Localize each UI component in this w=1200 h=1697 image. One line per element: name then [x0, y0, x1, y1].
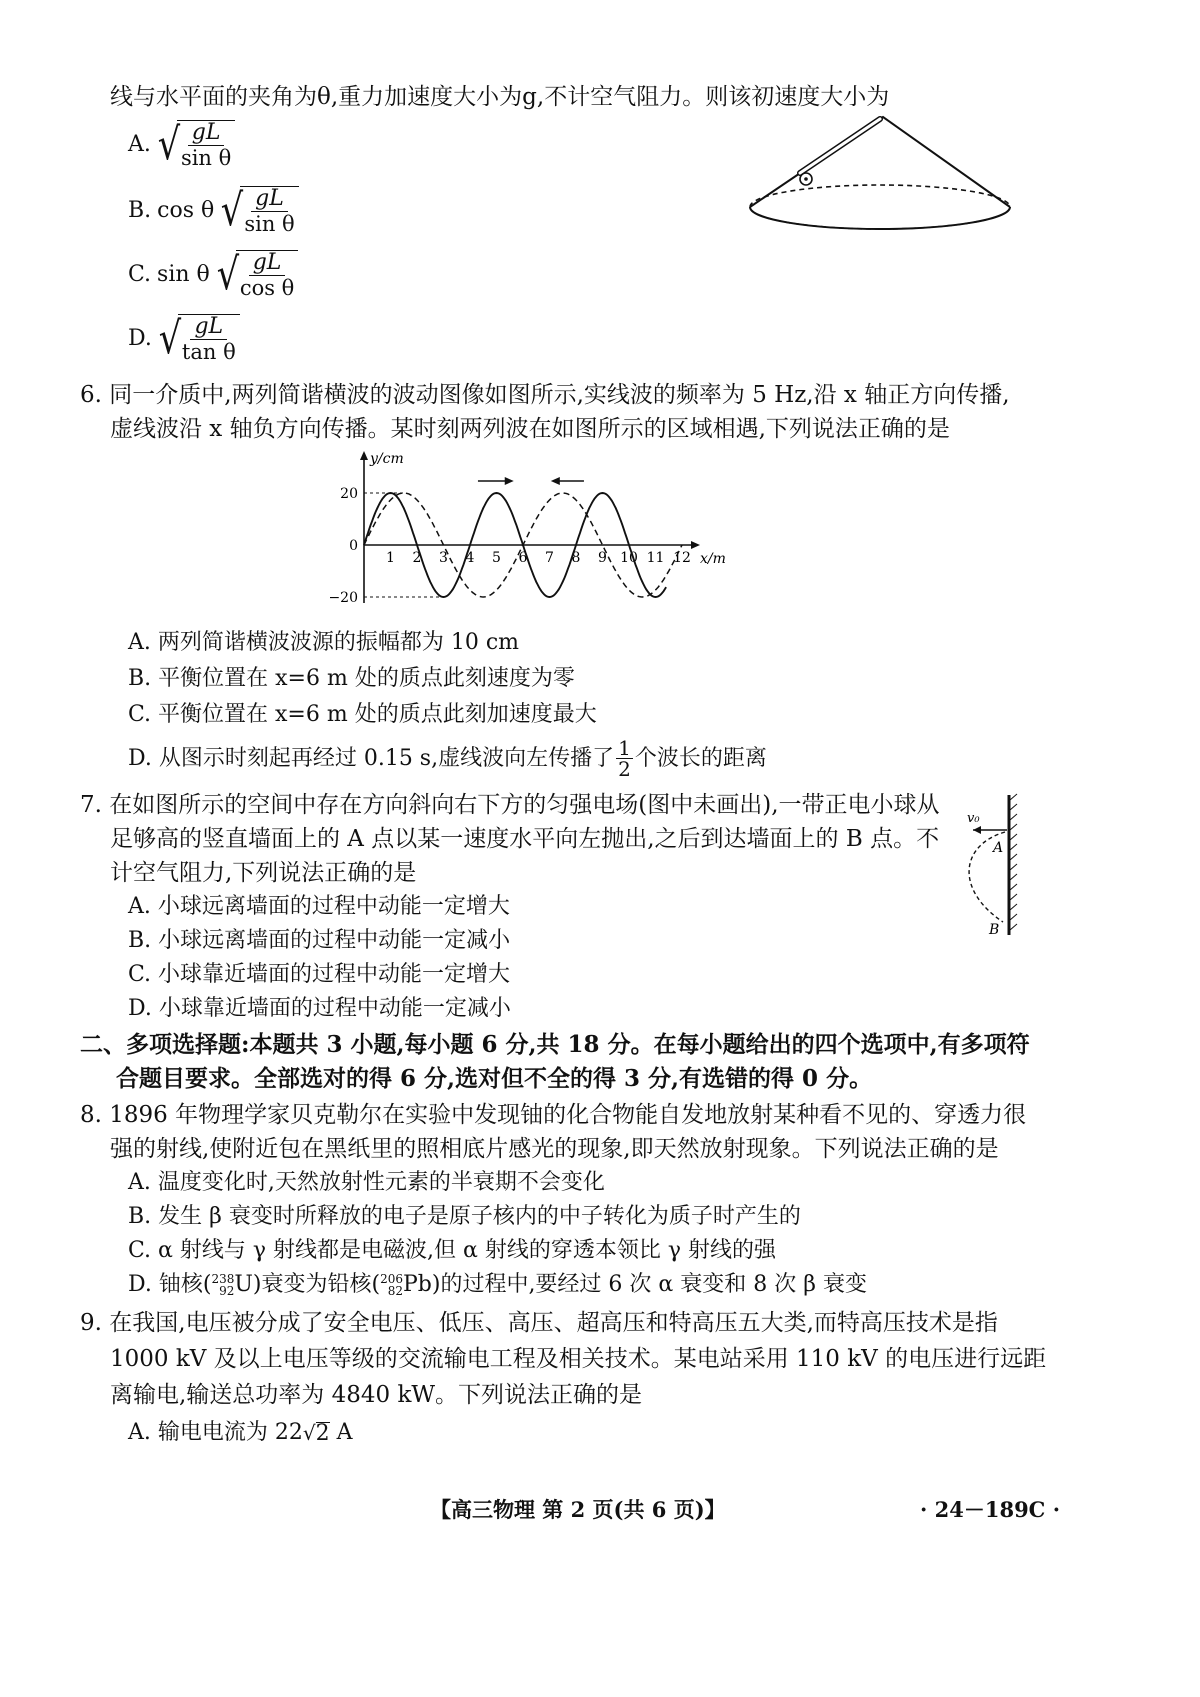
radicand: 2	[315, 1420, 330, 1446]
sqrt-sign: √ $\frac{gL}{\text{sin θ}}$	[155, 120, 235, 170]
lead-nuclide	[380, 1270, 432, 1300]
option-text: 个波长的距离	[634, 745, 767, 771]
q7-stem-line2: 足够高的竖直墙面上的 A 点以某一速度水平向左抛出,之后到达墙面上的 B 点。不	[110, 826, 940, 852]
x-tick-label: 1	[386, 550, 395, 566]
x-tick-label: 4	[465, 550, 475, 566]
x-tick-label: 5	[492, 550, 501, 566]
sqrt-sign: √	[302, 1421, 316, 1445]
point-a-label: A	[993, 840, 1004, 856]
option-text: D. 铀核(	[128, 1272, 212, 1297]
x-tick-label: 7	[545, 550, 554, 566]
q7-option-c: C. 小球靠近墙面的过程中动能一定增大	[128, 962, 511, 987]
fraction-denominator: tan θ	[181, 340, 236, 364]
q7-option-b: B. 小球远离墙面的过程中动能一定减小	[128, 928, 511, 953]
section2-heading-line1: 二、多项选择题:本题共 3 小题,每小题 6 分,共 18 分。在每小题给出的四个选项中,有多项符	[80, 1031, 1030, 1058]
option-letter: C.	[128, 262, 152, 287]
paper-code: · 24－189C ·	[920, 1497, 1061, 1522]
q8-stem-line1: 8. 1896 年物理学家贝克勒尔在实验中发现铀的化合物能自发地放射某种看不见的、穿透力很	[80, 1102, 1027, 1128]
x-tick-label: 10	[620, 550, 638, 566]
sqrt-sign: √ $\frac{gL}{\text{sin θ}}$	[218, 186, 298, 236]
x-tick-label: 6	[518, 550, 528, 566]
q5-option-d	[128, 314, 240, 364]
x-axis-arrow	[691, 541, 700, 549]
fraction-numerator: gL	[249, 251, 286, 276]
q6-stem-line1: 6. 同一介质中,两列简谐横波的波动图像如图所示,实线波的频率为 5 Hz,沿 x 轴正方向传播,	[80, 382, 1010, 408]
option-letter: B.	[128, 198, 152, 223]
left-direction-arrowhead	[551, 477, 560, 485]
fraction-numerator: gL	[190, 315, 227, 340]
mass-number: 238	[211, 1272, 235, 1286]
q6-option-c: C. 平衡位置在 x=6 m 处的质点此刻加速度最大	[128, 702, 597, 727]
sqrt-sign: √ $\frac{gL}{\text{tan θ}}$	[156, 314, 240, 364]
fraction-denominator: sin θ	[180, 146, 232, 170]
fraction-half	[616, 738, 633, 779]
wall-figure	[955, 790, 1025, 940]
fraction-numerator: 1	[618, 736, 631, 760]
atomic-number: 92	[219, 1284, 235, 1298]
fraction-numerator: gL	[251, 187, 288, 212]
q5-option-b	[128, 186, 299, 236]
q8-option-d	[128, 1270, 867, 1300]
q8-option-a: A. 温度变化时,天然放射性元素的半衰期不会变化	[128, 1170, 605, 1195]
v0-label: v₀	[967, 811, 980, 826]
uranium-nuclide	[211, 1270, 252, 1300]
q6-option-a: A. 两列简谐横波波源的振幅都为 10 cm	[128, 630, 520, 655]
x-tick-label: 8	[571, 550, 581, 566]
q6-option-d	[128, 738, 767, 779]
x-tick-label: 2	[412, 550, 422, 566]
option-letter: A.	[128, 132, 151, 157]
x-tick-label: 11	[646, 550, 665, 566]
fraction-denominator: 2	[618, 757, 631, 781]
sqrt-sign: √ $\frac{gL}{\text{cos θ}}$	[214, 250, 299, 300]
q8-option-c: C. α 射线与 γ 射线都是电磁波,但 α 射线的穿透本领比 γ 射线的强	[128, 1238, 776, 1263]
y-tick-label: 20	[340, 486, 358, 502]
option-text: A. 输电电流为 22	[128, 1420, 303, 1445]
cone-figure	[740, 105, 1030, 250]
cone-base-solid	[750, 207, 1010, 229]
right-direction-arrowhead	[505, 477, 514, 485]
q7-stem-line1: 7. 在如图所示的空间中存在方向斜向右下方的匀强电场(图中未画出),一带正电小球从	[80, 792, 940, 818]
fraction-numerator: gL	[188, 121, 225, 146]
cone-outline	[750, 117, 1010, 207]
string-line-inner	[800, 119, 880, 173]
option-coef: cos θ	[157, 198, 215, 223]
y-tick-label: −20	[328, 590, 358, 606]
option-letter: D.	[128, 326, 152, 351]
x-tick-label: 9	[598, 550, 607, 566]
q9-stem-line1: 9. 在我国,电压被分成了安全电压、低压、高压、超高压和特高压五大类,而特高压技术是指	[80, 1310, 998, 1336]
wave-chart	[320, 450, 760, 620]
fraction-denominator: sin θ	[244, 212, 295, 236]
q5-stem-continuation: 线与水平面的夹角为θ,重力加速度大小为g,不计空气阻力。则该初速度大小为	[110, 84, 890, 110]
fraction-denominator: cos θ	[239, 276, 295, 300]
option-text: A	[329, 1420, 353, 1445]
element-symbol: Pb	[402, 1272, 432, 1297]
q7-option-a: A. 小球远离墙面的过程中动能一定增大	[128, 894, 510, 919]
q9-stem-line2: 1000 kV 及以上电压等级的交流输电工程及相关技术。某电站采用 110 kV 的电压进行远距	[110, 1346, 1047, 1372]
q5-option-a	[128, 120, 235, 170]
page-footer: 【高三物理 第 2 页(共 6 页)】	[430, 1497, 726, 1522]
atomic-number: 82	[387, 1284, 403, 1298]
q6-stem-line2: 虚线波沿 x 轴负方向传播。某时刻两列波在如图所示的区域相遇,下列说法正确的是	[110, 416, 950, 442]
q7-option-d: D. 小球靠近墙面的过程中动能一定减小	[128, 996, 511, 1021]
option-text: )衰变为铅核(	[252, 1272, 381, 1297]
q9-option-a	[128, 1418, 353, 1448]
y-tick-label: 0	[349, 538, 358, 554]
point-b-label: B	[989, 922, 1000, 938]
option-text: D. 从图示时刻起再经过 0.15 s,虚线波向左传播了	[128, 745, 615, 771]
q6-option-b: B. 平衡位置在 x=6 m 处的质点此刻速度为零	[128, 666, 575, 691]
q8-option-b: B. 发生 β 衰变时所释放的电子是原子核内的中子转化为质子时产生的	[128, 1204, 801, 1229]
x-axis-label: x/m	[700, 551, 726, 567]
y-axis-label: y/cm	[370, 451, 404, 467]
option-text: )的过程中,要经过 6 次 α 衰变和 8 次 β 衰变	[431, 1272, 867, 1297]
y-axis-arrow	[360, 451, 368, 460]
x-tick-label: 3	[439, 550, 448, 566]
q5-option-c	[128, 250, 298, 300]
q8-stem-line2: 强的射线,使附近包在黑纸里的照相底片感光的现象,即天然放射现象。下列说法正确的是	[110, 1136, 999, 1162]
q7-stem-line3: 计空气阻力,下列说法正确的是	[110, 860, 417, 886]
option-coef: sin θ	[157, 262, 210, 287]
section2-heading-line2: 合题目要求。全部选对的得 6 分,选对但不全的得 3 分,有选错的得 0 分。	[116, 1065, 873, 1092]
element-symbol: U	[234, 1272, 253, 1297]
q9-stem-line3: 离输电,输送总功率为 4840 kW。下列说法正确的是	[110, 1382, 643, 1408]
mass-number: 206	[380, 1272, 403, 1286]
x-tick-label: 12	[673, 550, 691, 566]
